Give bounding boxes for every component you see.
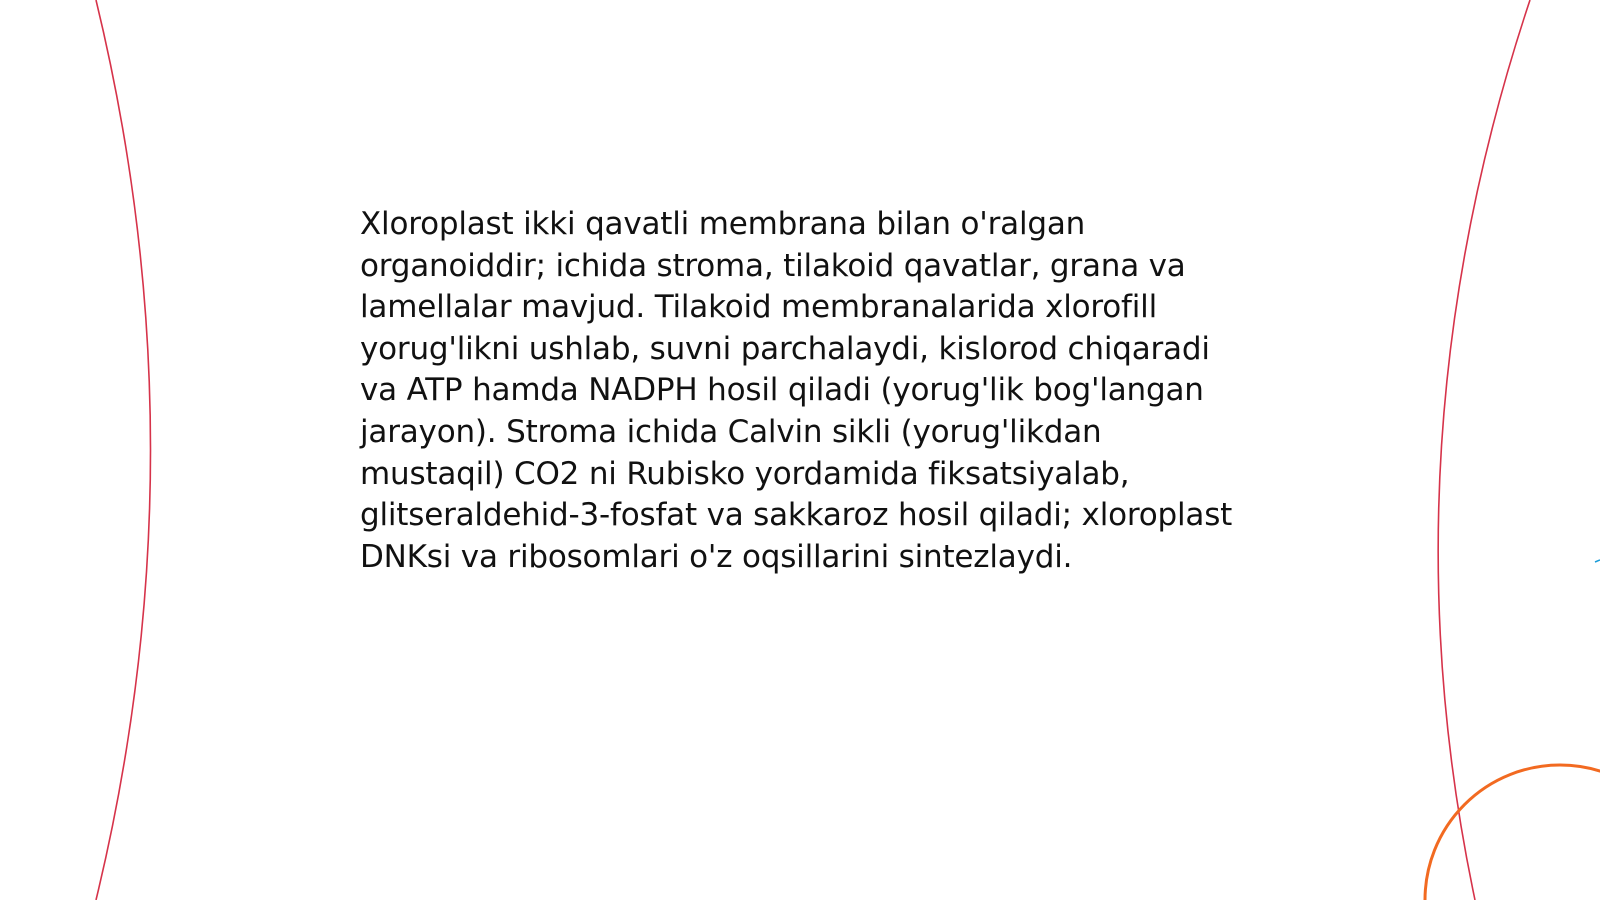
left-arc [96,0,151,900]
orange-circle [1425,765,1600,900]
slide-body-text: Xloroplast ikki qavatli membrana bilan o'ralgan organoiddir; ichida stroma, tilakoid qavatlar, grana va lamellalar mavjud. Tilakoid membranalarida xlorofill yorug'likni ushlab, suvni parchalaydi, kislorod chiqaradi va ATP hamda NADPH hosil qiladi (yorug'lik bog'langan jarayon). Stroma ichida Calvin sikli (yorug'likdan mustaqil) CO2 ni Rubisko yordamida fiksatsiyalab, glitseraldehid-3-fosfat va sakkaroz hosil qiladi; xloroplast DNKsi va ribosomlari o'z oqsillarini sintezlaydi. [360,206,1233,575]
right-arc [1438,0,1530,900]
accent-dot [1595,560,1600,562]
